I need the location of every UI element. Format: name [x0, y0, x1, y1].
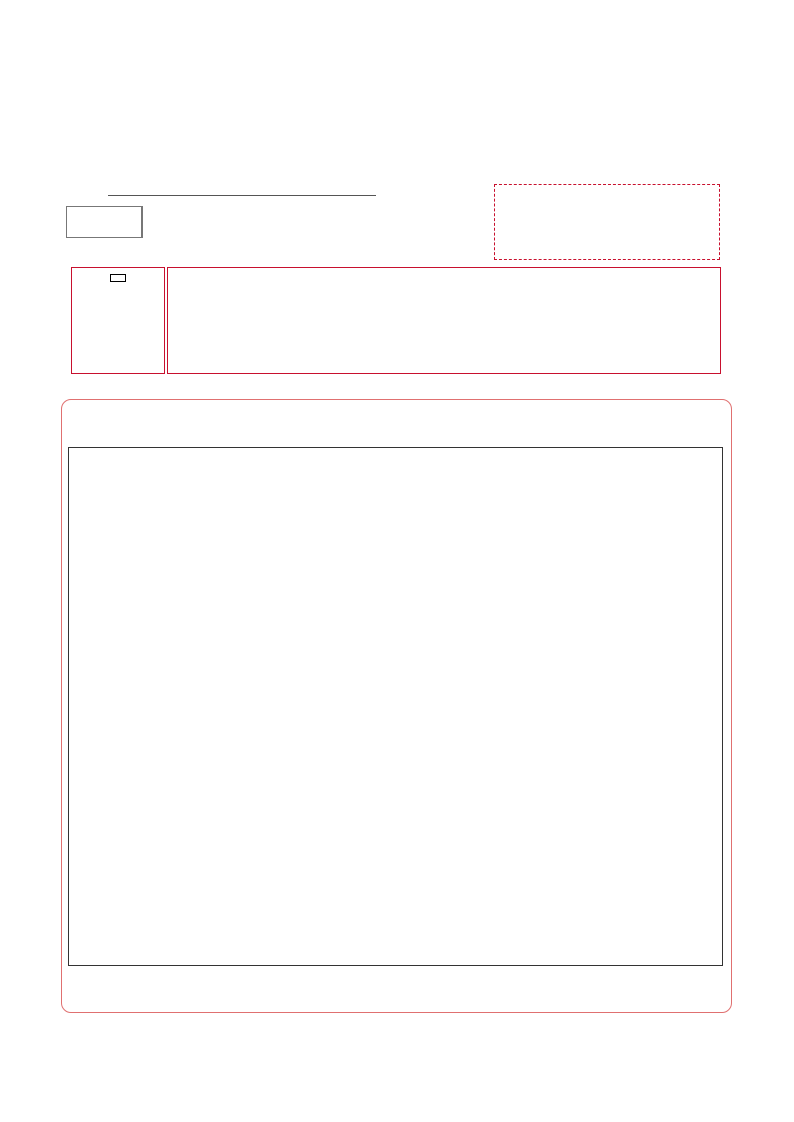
name-field[interactable] — [108, 195, 376, 196]
ticket-number-field[interactable] — [66, 206, 143, 238]
answer-area — [68, 447, 723, 966]
barcode-area — [494, 184, 720, 260]
absent-mark-checkbox[interactable] — [110, 274, 126, 282]
top-timing-marks — [50, 43, 745, 55]
notice-box — [167, 267, 721, 374]
absent-mark-box — [71, 267, 165, 374]
ticket-number-label — [67, 207, 142, 237]
